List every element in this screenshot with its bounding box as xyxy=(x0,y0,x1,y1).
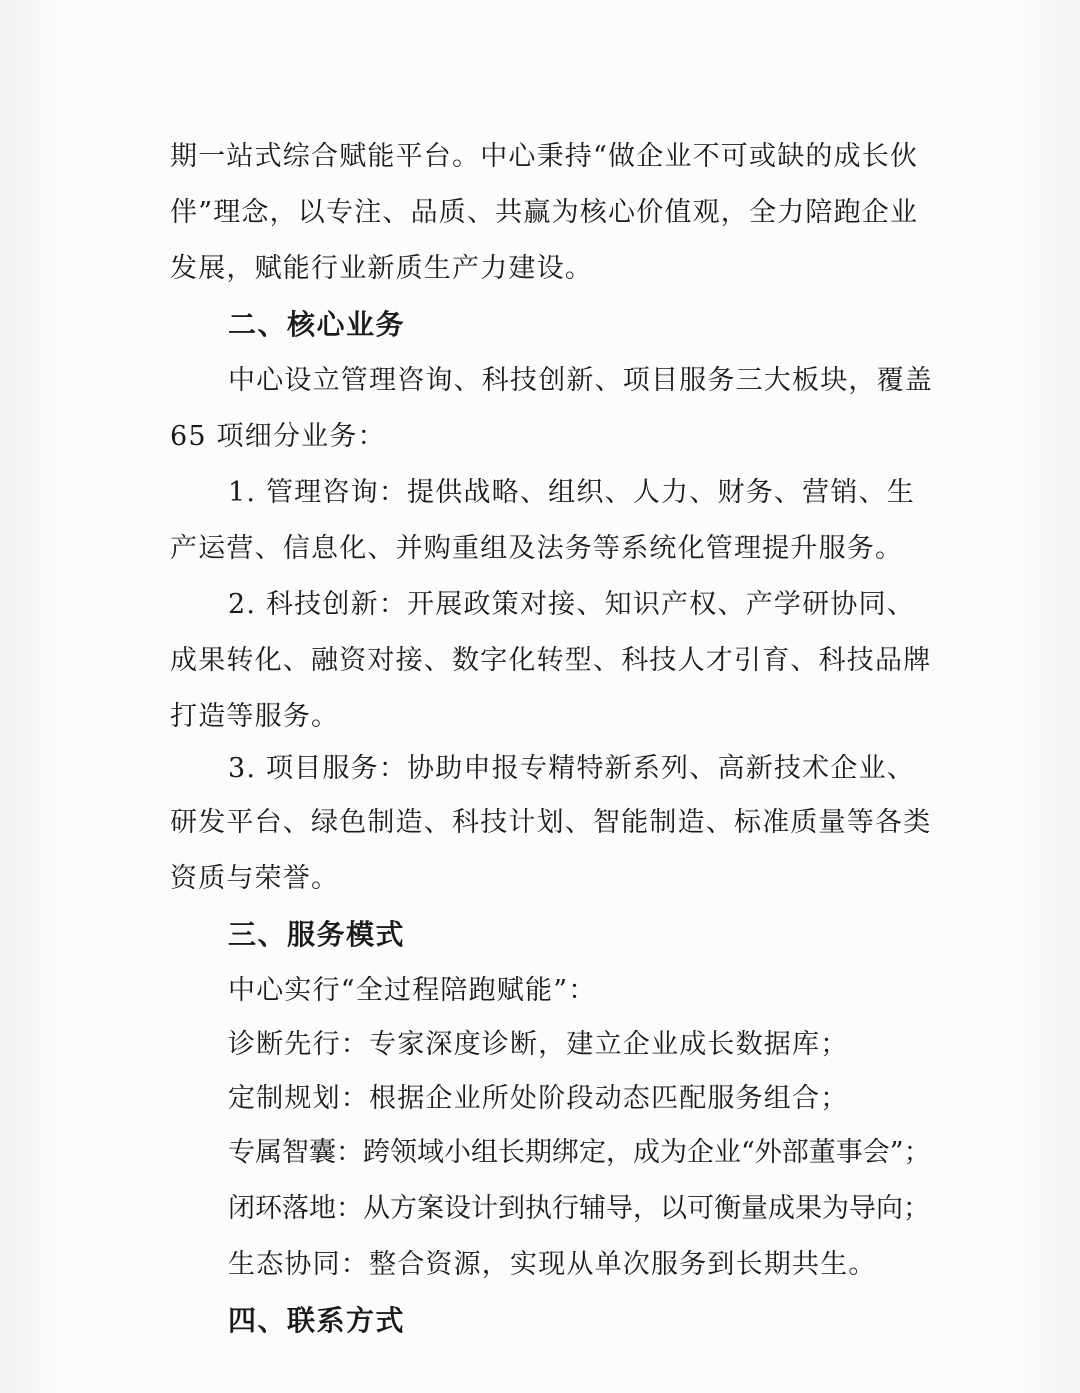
paragraph-line xyxy=(0,354,1080,408)
heading-text: 三、服务模式 xyxy=(228,918,406,951)
list-item-text: 1. 管理咨询：提供战略、组织、人力、财务、营销、生 xyxy=(228,477,915,508)
paragraph-line xyxy=(0,964,1080,1018)
list-item-text: 定制规划：根据企业所处阶段动态匹配服务组合； xyxy=(228,1083,849,1114)
list-item-line xyxy=(0,796,1080,850)
list-item-text: 打造等服务。 xyxy=(170,701,340,732)
list-item-line xyxy=(0,742,1080,796)
list-item-text: 诊断先行：专家深度诊断，建立企业成长数据库； xyxy=(228,1029,849,1060)
list-item-text: 资质与荣誉。 xyxy=(170,863,340,894)
paragraph-text: 伴”理念，以专注、品质、共赢为核心价值观，全力陪跑企业 xyxy=(170,197,919,228)
paragraph-text: 期一站式综合赋能平台。中心秉持“做企业不可或缺的成长伙 xyxy=(170,141,919,172)
list-item-line xyxy=(0,690,1080,744)
paragraph-line xyxy=(0,242,1080,296)
paragraph-line xyxy=(0,410,1080,464)
list-item-line xyxy=(0,1018,1080,1072)
list-item-line xyxy=(0,1072,1080,1126)
list-item-text: 专属智囊：跨领域小组长期绑定，成为企业“外部董事会”； xyxy=(228,1137,931,1168)
list-item-line xyxy=(0,1126,1080,1180)
paragraph-text: 中心设立管理咨询、科技创新、项目服务三大板块，覆盖 xyxy=(228,365,933,396)
list-item-line xyxy=(0,578,1080,632)
list-item-text: 生态协同：整合资源，实现从单次服务到长期共生。 xyxy=(228,1249,877,1280)
paragraph-line xyxy=(0,130,1080,184)
list-item-text: 成果转化、融资对接、数字化转型、科技人才引育、科技品牌 xyxy=(170,645,932,676)
list-item-text: 3. 项目服务：协助申报专精特新系列、高新技术企业、 xyxy=(228,753,915,784)
list-item-text: 研发平台、绿色制造、科技计划、智能制造、标准质量等各类 xyxy=(170,807,932,838)
list-item-text: 闭环落地：从方案设计到执行辅导，以可衡量成果为导向； xyxy=(228,1193,930,1224)
list-item-line xyxy=(0,634,1080,688)
list-item-line xyxy=(0,1182,1080,1236)
list-item-line xyxy=(0,466,1080,520)
section-heading xyxy=(0,298,1080,352)
section-heading xyxy=(0,908,1080,962)
list-item-line xyxy=(0,522,1080,576)
heading-text: 四、联系方式 xyxy=(228,1304,406,1337)
paragraph-text: 发展，赋能行业新质生产力建设。 xyxy=(170,253,593,284)
list-item-text: 2. 科技创新：开展政策对接、知识产权、产学研协同、 xyxy=(228,589,915,620)
list-item-line xyxy=(0,852,1080,906)
paragraph-text: 中心实行“全过程陪跑赋能”： xyxy=(228,975,597,1006)
list-item-text: 产运营、信息化、并购重组及法务等系统化管理提升服务。 xyxy=(170,533,904,564)
list-item-line xyxy=(0,1238,1080,1292)
section-heading xyxy=(0,1294,1080,1348)
heading-text: 二、核心业务 xyxy=(228,308,406,341)
paragraph-text: 65 项细分业务： xyxy=(170,421,386,452)
paragraph-line xyxy=(0,186,1080,240)
